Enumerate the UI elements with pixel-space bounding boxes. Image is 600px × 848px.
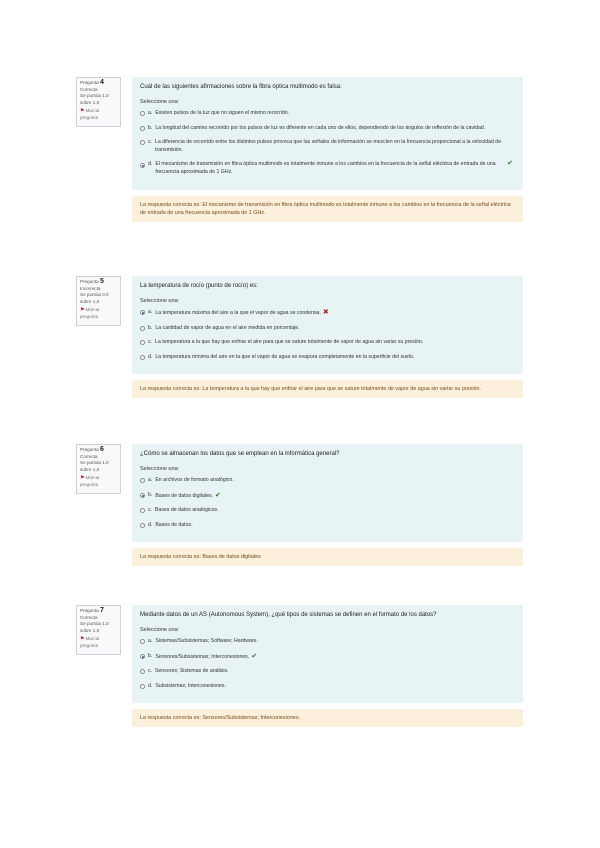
answer-option[interactable] — [140, 337, 515, 349]
option-text: La diferencia de recorrido entre los distintos pulsos provoca que las señales de información se mezclen en la frecuencia proporcional a la velocidad de transmisión. — [155, 139, 502, 153]
question-formulation — [132, 77, 523, 190]
answer-option[interactable] — [140, 505, 515, 517]
incorrect-cross-icon: ✖ — [322, 309, 329, 316]
question-number-value: 6 — [99, 446, 104, 453]
select-prompt: Seleccione una: — [140, 99, 180, 105]
answer-option[interactable] — [140, 490, 515, 503]
question-status: Correcta — [80, 86, 98, 92]
question-content — [132, 77, 523, 222]
option-text: La temperatura máxima del aire a la que el vapor de agua se condensa. — [155, 310, 321, 316]
option-text-wrap — [155, 653, 505, 662]
flag-label: Marcar pregunta — [80, 307, 100, 319]
option-text: La cantidad de vapor de agua en el aire medida en porcentaje. — [155, 324, 300, 331]
question-label: Pregunta — [80, 279, 99, 284]
question-score: Se puntúa 1,0 sobre 1,0 — [80, 621, 109, 633]
question-status: Correcta — [80, 614, 98, 620]
radio-button[interactable] — [140, 508, 145, 513]
option-letter: c. — [148, 668, 153, 675]
option-letter: b. — [148, 652, 153, 659]
question-content — [132, 605, 523, 727]
option-letter: a. — [148, 309, 153, 315]
option-letter: c. — [148, 339, 153, 346]
question-score: Se puntúa 1,0 sobre 1,0 — [80, 460, 109, 472]
option-text: El mecanismo de transmisión en fibra óptica multimodo es totalmente inmune a los cambios en la frecuencia de la señal eléctrica de entrada de una frecuencia aproximada de 1 GHz. — [155, 161, 496, 175]
correct-check-icon: ✔ — [251, 652, 258, 660]
question-formulation — [132, 444, 523, 542]
feedback-correct-answer: La respuesta correcta es: Bases de datos digitales — [132, 548, 523, 566]
option-letter: d. — [148, 353, 153, 360]
select-prompt: Seleccione una: — [140, 298, 180, 304]
question-text: ¿Cómo se almacenan los datos que se emplean en la informática general? — [140, 451, 340, 457]
flag-icon: ⚑ — [80, 108, 85, 115]
option-text: Sensores; Sistemas de análisis. — [155, 668, 229, 675]
question-label: Pregunta — [80, 608, 99, 613]
question-status: Incorrecta — [80, 285, 101, 291]
answer-option[interactable] — [140, 123, 515, 135]
radio-button-selected[interactable] — [140, 654, 145, 659]
option-text: Sensores/Subsistemas; Interconexiones. — [155, 653, 250, 660]
question-number — [80, 447, 117, 454]
flag-question-link[interactable] — [80, 636, 117, 649]
radio-button[interactable] — [140, 684, 145, 689]
flag-icon: ⚑ — [80, 475, 85, 482]
option-letter: a. — [148, 110, 153, 116]
question-label: Pregunta — [80, 80, 99, 85]
feedback-correct-answer: La respuesta correcta es: Sensores/Subsistemas; Interconexiones. — [132, 709, 523, 727]
option-letter: c. — [148, 507, 153, 514]
option-text: Sistemas/Subsistemas; Software; Hardware. — [155, 638, 258, 644]
option-text: Subsistemas; Interconexiones. — [155, 682, 226, 689]
radio-button-selected[interactable] — [140, 310, 145, 315]
option-text: Bases de datos analógicos. — [155, 507, 219, 514]
radio-button[interactable] — [140, 639, 145, 644]
radio-button[interactable] — [140, 126, 145, 131]
question-info — [76, 276, 121, 326]
radio-button[interactable] — [140, 478, 145, 483]
answer-option[interactable] — [140, 475, 515, 487]
option-letter: c. — [148, 139, 153, 146]
option-text: La longitud del camino recorrido por los pulsos de luz es diferente en cada uno de ellos, dependiendo de los ángulos de reflexión de la cavidad. — [155, 124, 486, 131]
option-letter: b. — [148, 124, 153, 131]
flag-label: Marcar pregunta — [80, 108, 100, 120]
question-text: Cuál de las siguientes afirmaciones sobre la fibra óptica multimodo es falsa: — [140, 84, 342, 90]
flag-icon: ⚑ — [80, 636, 85, 643]
question-label: Pregunta — [80, 447, 99, 452]
question-info — [76, 605, 121, 655]
option-letter: d. — [148, 521, 153, 528]
radio-button[interactable] — [140, 355, 145, 360]
answer-option[interactable] — [140, 651, 515, 664]
select-prompt: Seleccione una: — [140, 466, 180, 472]
option-letter: a. — [148, 477, 153, 483]
question-text: La temperatura de rocío (punto de rocío) es: — [140, 283, 258, 289]
answer-option[interactable] — [140, 323, 515, 335]
answer-option[interactable] — [140, 666, 515, 678]
option-text: En archivos de formato analógico. — [155, 477, 234, 483]
question-text: Mediante datos de un AS (Autonomous System), ¿qué tipos de sistemas se definen en el formato de los datos? — [140, 612, 437, 618]
radio-button-selected[interactable] — [140, 493, 145, 498]
option-text: Existen pulsos de la luz que no siguen el mismo recorrido. — [155, 110, 290, 116]
question-formulation — [132, 276, 523, 374]
option-text-wrap — [155, 309, 505, 318]
answer-option[interactable] — [140, 307, 515, 320]
question-formulation — [132, 605, 523, 703]
question-content — [132, 444, 523, 566]
answer-option[interactable] — [140, 352, 515, 364]
feedback-correct-answer: La respuesta correcta es: El mecanismo de transmisión en fibra óptica multimodo es totalmente inmune a los cambios en la frecuencia de la señal eléctrica de entrada de una frecuencia aproximada de 1 GHz. — [132, 196, 523, 222]
question-score: Se puntúa 0,0 sobre 1,0 — [80, 292, 109, 304]
radio-button[interactable] — [140, 340, 145, 345]
option-letter: b. — [148, 491, 153, 498]
flag-question-link[interactable] — [80, 475, 117, 488]
flag-icon: ⚑ — [80, 307, 85, 314]
feedback-correct-answer: La respuesta correcta es: La temperatura a la que hay que enfriar el aire para que se sature totalmente de vapor de agua sin variar su presión. — [132, 380, 523, 398]
question-number-value: 5 — [99, 278, 104, 285]
option-text-wrap — [155, 492, 505, 501]
option-text: Bases de datos digitales. — [155, 492, 214, 499]
question-score: Se puntúa 1,0 sobre 1,0 — [80, 93, 109, 105]
radio-button[interactable] — [140, 140, 145, 145]
radio-button[interactable] — [140, 669, 145, 674]
option-letter: b. — [148, 324, 153, 331]
question-content — [132, 276, 523, 398]
option-letter: d. — [148, 161, 153, 168]
flag-question-link[interactable] — [80, 108, 117, 121]
question-number — [80, 80, 117, 87]
option-text: Bases de datos. — [155, 521, 193, 528]
answer-option[interactable] — [140, 108, 515, 120]
radio-button[interactable] — [140, 326, 145, 331]
answer-option[interactable] — [140, 520, 515, 532]
answer-option[interactable] — [140, 137, 515, 156]
option-letter: d. — [148, 682, 153, 689]
answer-option[interactable] — [140, 681, 515, 693]
flag-question-link[interactable] — [80, 307, 117, 320]
answer-option[interactable] — [140, 636, 515, 648]
option-text: La temperatura mínima del aire en la que el vapor de agua se evapora completamente en la superficie del suelo. — [155, 353, 415, 360]
answer-option[interactable] — [140, 159, 515, 178]
question-info — [76, 444, 121, 494]
question-status: Correcta — [80, 453, 98, 459]
correct-check-icon: ✔ — [215, 491, 221, 499]
question-info — [76, 77, 121, 127]
option-text: La temperatura a la que hay que enfriar el aire para que se sature totalmente de vapor de agua sin variar su presión. — [155, 339, 424, 346]
question-number — [80, 279, 117, 286]
question-number — [80, 608, 117, 615]
radio-button-selected[interactable] — [140, 163, 145, 168]
correct-check-icon: ✔ — [507, 160, 513, 168]
flag-label: Marcar pregunta — [80, 475, 100, 487]
flag-label: Marcar pregunta — [80, 636, 100, 648]
select-prompt: Seleccione una: — [140, 627, 180, 633]
option-letter: a. — [148, 638, 153, 644]
radio-button[interactable] — [140, 523, 145, 528]
question-number-value: 7 — [99, 607, 104, 614]
question-number-value: 4 — [99, 79, 104, 86]
radio-button[interactable] — [140, 111, 145, 116]
